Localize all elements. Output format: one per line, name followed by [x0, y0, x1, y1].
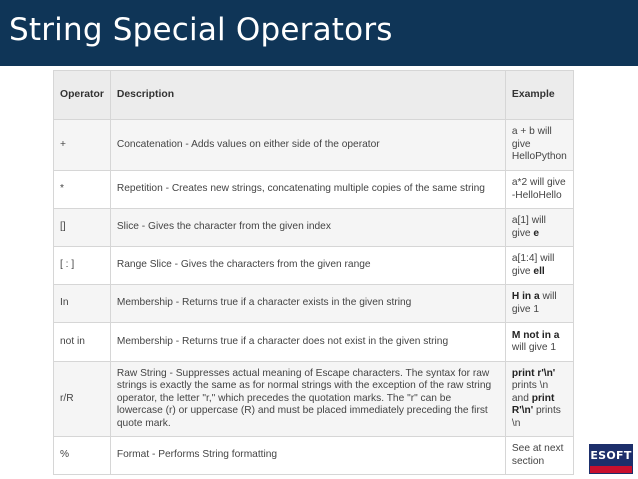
example-cell [505, 247, 573, 285]
example-code: M not in a [511, 329, 560, 341]
example-cell [505, 120, 573, 171]
example-text: See at next section [511, 443, 564, 467]
table-row [54, 437, 574, 475]
operator-cell: In [54, 285, 111, 323]
table-row [54, 247, 574, 285]
example-cell [505, 209, 573, 247]
header-description: Description [110, 71, 505, 120]
header-operator: Operator [54, 71, 111, 120]
description-cell: Range Slice - Gives the characters from the given range [110, 247, 505, 285]
example-text: prints \n [511, 405, 561, 429]
header-example: Example [505, 71, 573, 120]
example-text: prints \n and [511, 380, 549, 404]
example-cell [505, 323, 573, 362]
description-cell: Slice - Gives the character from the given index [110, 209, 505, 247]
slide-title: String Special Operators [9, 12, 393, 48]
operator-cell: r/R [54, 362, 111, 437]
example-code: ell [533, 265, 545, 277]
description-cell: Raw String - Suppresses actual meaning of Escape characters. The syntax for raw strings is exactly the same as for normal strings with the exception of the raw string operator, the letter "r," which precedes the quotation marks. The "r" can be lowercase (r) or uppercase (R) and must be placed immediately preceding the first quote mark. [110, 362, 505, 437]
example-code: H in a [511, 291, 540, 303]
table-row [54, 209, 574, 247]
example-cell [505, 362, 573, 437]
example-cell [505, 285, 573, 323]
operators-table [53, 70, 574, 475]
table-row [54, 171, 574, 209]
example-text: a*2 will give -HelloHello [511, 177, 566, 201]
operator-cell: * [54, 171, 111, 209]
table-header-row [54, 71, 574, 120]
description-cell: Membership - Returns true if a character does not exist in the given string [110, 323, 505, 362]
operator-cell: + [54, 120, 111, 171]
operator-cell: [] [54, 209, 111, 247]
example-text: a + b will give HelloPython [511, 126, 567, 163]
esoft-logo [589, 444, 633, 474]
description-cell: Membership - Returns true if a character exists in the given string [110, 285, 505, 323]
example-text: a[1:4] will give [511, 253, 555, 277]
example-cell [505, 171, 573, 209]
example-text: a[1] will give [511, 215, 546, 239]
operator-cell: not in [54, 323, 111, 362]
operator-cell: [ : ] [54, 247, 111, 285]
table-row [54, 362, 574, 437]
table-body [54, 120, 574, 475]
table-row [54, 285, 574, 323]
example-code: e [533, 227, 540, 239]
logo-strip [590, 466, 632, 473]
example-text: will give 1 [511, 291, 557, 315]
example-code: print R'\n' [511, 392, 555, 417]
logo-text: ESOFT [590, 445, 632, 466]
table-row [54, 323, 574, 362]
example-cell [505, 437, 573, 475]
description-cell: Format - Performs String formatting [110, 437, 505, 475]
example-code: print r'\n' [511, 367, 556, 379]
description-cell: Repetition - Creates new strings, concatenating multiple copies of the same string [110, 171, 505, 209]
table-row [54, 120, 574, 171]
description-cell: Concatenation - Adds values on either side of the operator [110, 120, 505, 171]
title-bar [0, 0, 638, 66]
example-text: will give 1 [511, 342, 557, 353]
operator-cell: % [54, 437, 111, 475]
